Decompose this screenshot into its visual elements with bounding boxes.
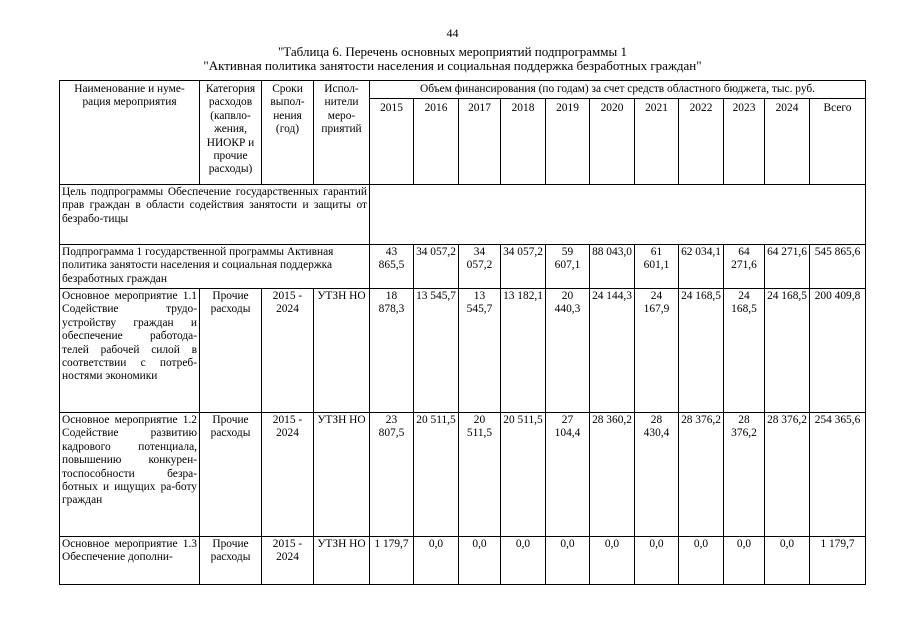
header-name: Наименование и нуме-рация мероприятия xyxy=(60,81,200,185)
measure-row xyxy=(60,289,866,413)
goal-row xyxy=(60,185,866,245)
subprogram-row xyxy=(60,245,866,289)
measure-value: 1 179,7 xyxy=(370,537,414,585)
measure-value: 0,0 xyxy=(414,537,459,585)
measure-executor: УТЗН НО xyxy=(314,289,370,413)
measure-value: 28 376,2 xyxy=(765,413,810,537)
measure-executor: УТЗН НО xyxy=(314,413,370,537)
measure-value: 0,0 xyxy=(459,537,501,585)
measure-value: 27 104,4 xyxy=(546,413,590,537)
measure-name: Основное мероприятие 1.2 Содействие развитию кадрового потенциала, повышению конкурен-тоспособности безра-ботных и ищущих ра-боту граждан xyxy=(60,413,200,537)
measures-table xyxy=(59,80,866,585)
measure-value: 1 179,7 xyxy=(810,537,866,585)
measure-category: Прочие расходы xyxy=(200,289,262,413)
measure-value: 0,0 xyxy=(501,537,546,585)
subprogram-value: 59 607,1 xyxy=(546,245,590,289)
title-line-2: "Активная политика занятости населения и социальная поддержка безработных граждан" xyxy=(203,58,702,73)
measure-category: Прочие расходы xyxy=(200,537,262,585)
header-category: Категория расходов (капвло-жения, НИОКР и прочие расходы) xyxy=(200,81,262,185)
year-header: 2024 xyxy=(765,99,810,185)
measure-value: 18 878,3 xyxy=(370,289,414,413)
measure-name: Основное мероприятие 1.3 Обеспечение дополни- xyxy=(60,537,200,585)
measure-value: 0,0 xyxy=(635,537,679,585)
measure-value: 28 360,2 xyxy=(590,413,635,537)
page-number: 44 xyxy=(446,26,459,40)
year-header: 2019 xyxy=(546,99,590,185)
header-row xyxy=(60,81,866,99)
subprogram-value: 34 057,2 xyxy=(459,245,501,289)
year-header: 2020 xyxy=(590,99,635,185)
subprogram-value: 61 601,1 xyxy=(635,245,679,289)
measure-value: 28 376,2 xyxy=(679,413,724,537)
subprogram-value: 88 043,0 xyxy=(590,245,635,289)
measure-value: 24 168,5 xyxy=(765,289,810,413)
subprogram-value: 34 057,2 xyxy=(501,245,546,289)
header-executors: Испол-нители меро-приятий xyxy=(314,81,370,185)
year-header: Всего xyxy=(810,99,866,185)
measure-period: 2015 - 2024 xyxy=(262,537,314,585)
measure-value: 20 511,5 xyxy=(459,413,501,537)
year-header: 2021 xyxy=(635,99,679,185)
measure-value: 28 430,4 xyxy=(635,413,679,537)
measure-value: 20 511,5 xyxy=(501,413,546,537)
measure-value: 23 807,5 xyxy=(370,413,414,537)
measure-name: Основное мероприятие 1.1 Содействие трудо-устройству граждан и обеспечение работода-телей рабочей силой в соответствии с потреб-ностями экономики xyxy=(60,289,200,413)
measure-value: 200 409,8 xyxy=(810,289,866,413)
goal-empty xyxy=(370,185,866,245)
year-header: 2017 xyxy=(459,99,501,185)
measure-value: 0,0 xyxy=(546,537,590,585)
goal-text: Цель подпрограммы Обеспечение государственных гарантий прав граждан в области содействия занятости и защиты от безрабо-тицы xyxy=(60,185,370,245)
measure-value: 24 168,5 xyxy=(724,289,765,413)
measure-period: 2015 - 2024 xyxy=(262,413,314,537)
measure-row xyxy=(60,413,866,537)
header-financing: Объем финансирования (по годам) за счет средств областного бюджета, тыс. руб. xyxy=(370,81,866,99)
subprogram-value: 43 865,5 xyxy=(370,245,414,289)
header-period: Сроки выпол-нения (год) xyxy=(262,81,314,185)
year-header: 2022 xyxy=(679,99,724,185)
measure-value: 0,0 xyxy=(590,537,635,585)
subprogram-value: 64 271,6 xyxy=(765,245,810,289)
measure-value: 20 440,3 xyxy=(546,289,590,413)
measure-value: 13 545,7 xyxy=(414,289,459,413)
title-line-1: "Таблица 6. Перечень основных мероприятий подпрограммы 1 xyxy=(277,44,627,59)
measure-row xyxy=(60,537,866,585)
measure-period: 2015 - 2024 xyxy=(262,289,314,413)
measure-value: 24 167,9 xyxy=(635,289,679,413)
measure-value: 24 144,3 xyxy=(590,289,635,413)
page-title xyxy=(0,45,905,73)
subprogram-text: Подпрограмма 1 государственной программы Активная политика занятости населения и социальная поддержка безработных граждан xyxy=(60,245,370,289)
year-header: 2016 xyxy=(414,99,459,185)
year-header: 2023 xyxy=(724,99,765,185)
measure-value: 20 511,5 xyxy=(414,413,459,537)
measure-value: 254 365,6 xyxy=(810,413,866,537)
subprogram-value: 545 865,6 xyxy=(810,245,866,289)
measure-value: 24 168,5 xyxy=(679,289,724,413)
measure-category: Прочие расходы xyxy=(200,413,262,537)
subprogram-value: 62 034,1 xyxy=(679,245,724,289)
year-header: 2018 xyxy=(501,99,546,185)
measure-value: 13 182,1 xyxy=(501,289,546,413)
measure-value: 13 545,7 xyxy=(459,289,501,413)
subprogram-value: 34 057,2 xyxy=(414,245,459,289)
measure-executor: УТЗН НО xyxy=(314,537,370,585)
measure-value: 0,0 xyxy=(765,537,810,585)
subprogram-value: 64 271,6 xyxy=(724,245,765,289)
year-header: 2015 xyxy=(370,99,414,185)
measure-value: 0,0 xyxy=(679,537,724,585)
measure-value: 28 376,2 xyxy=(724,413,765,537)
measure-value: 0,0 xyxy=(724,537,765,585)
